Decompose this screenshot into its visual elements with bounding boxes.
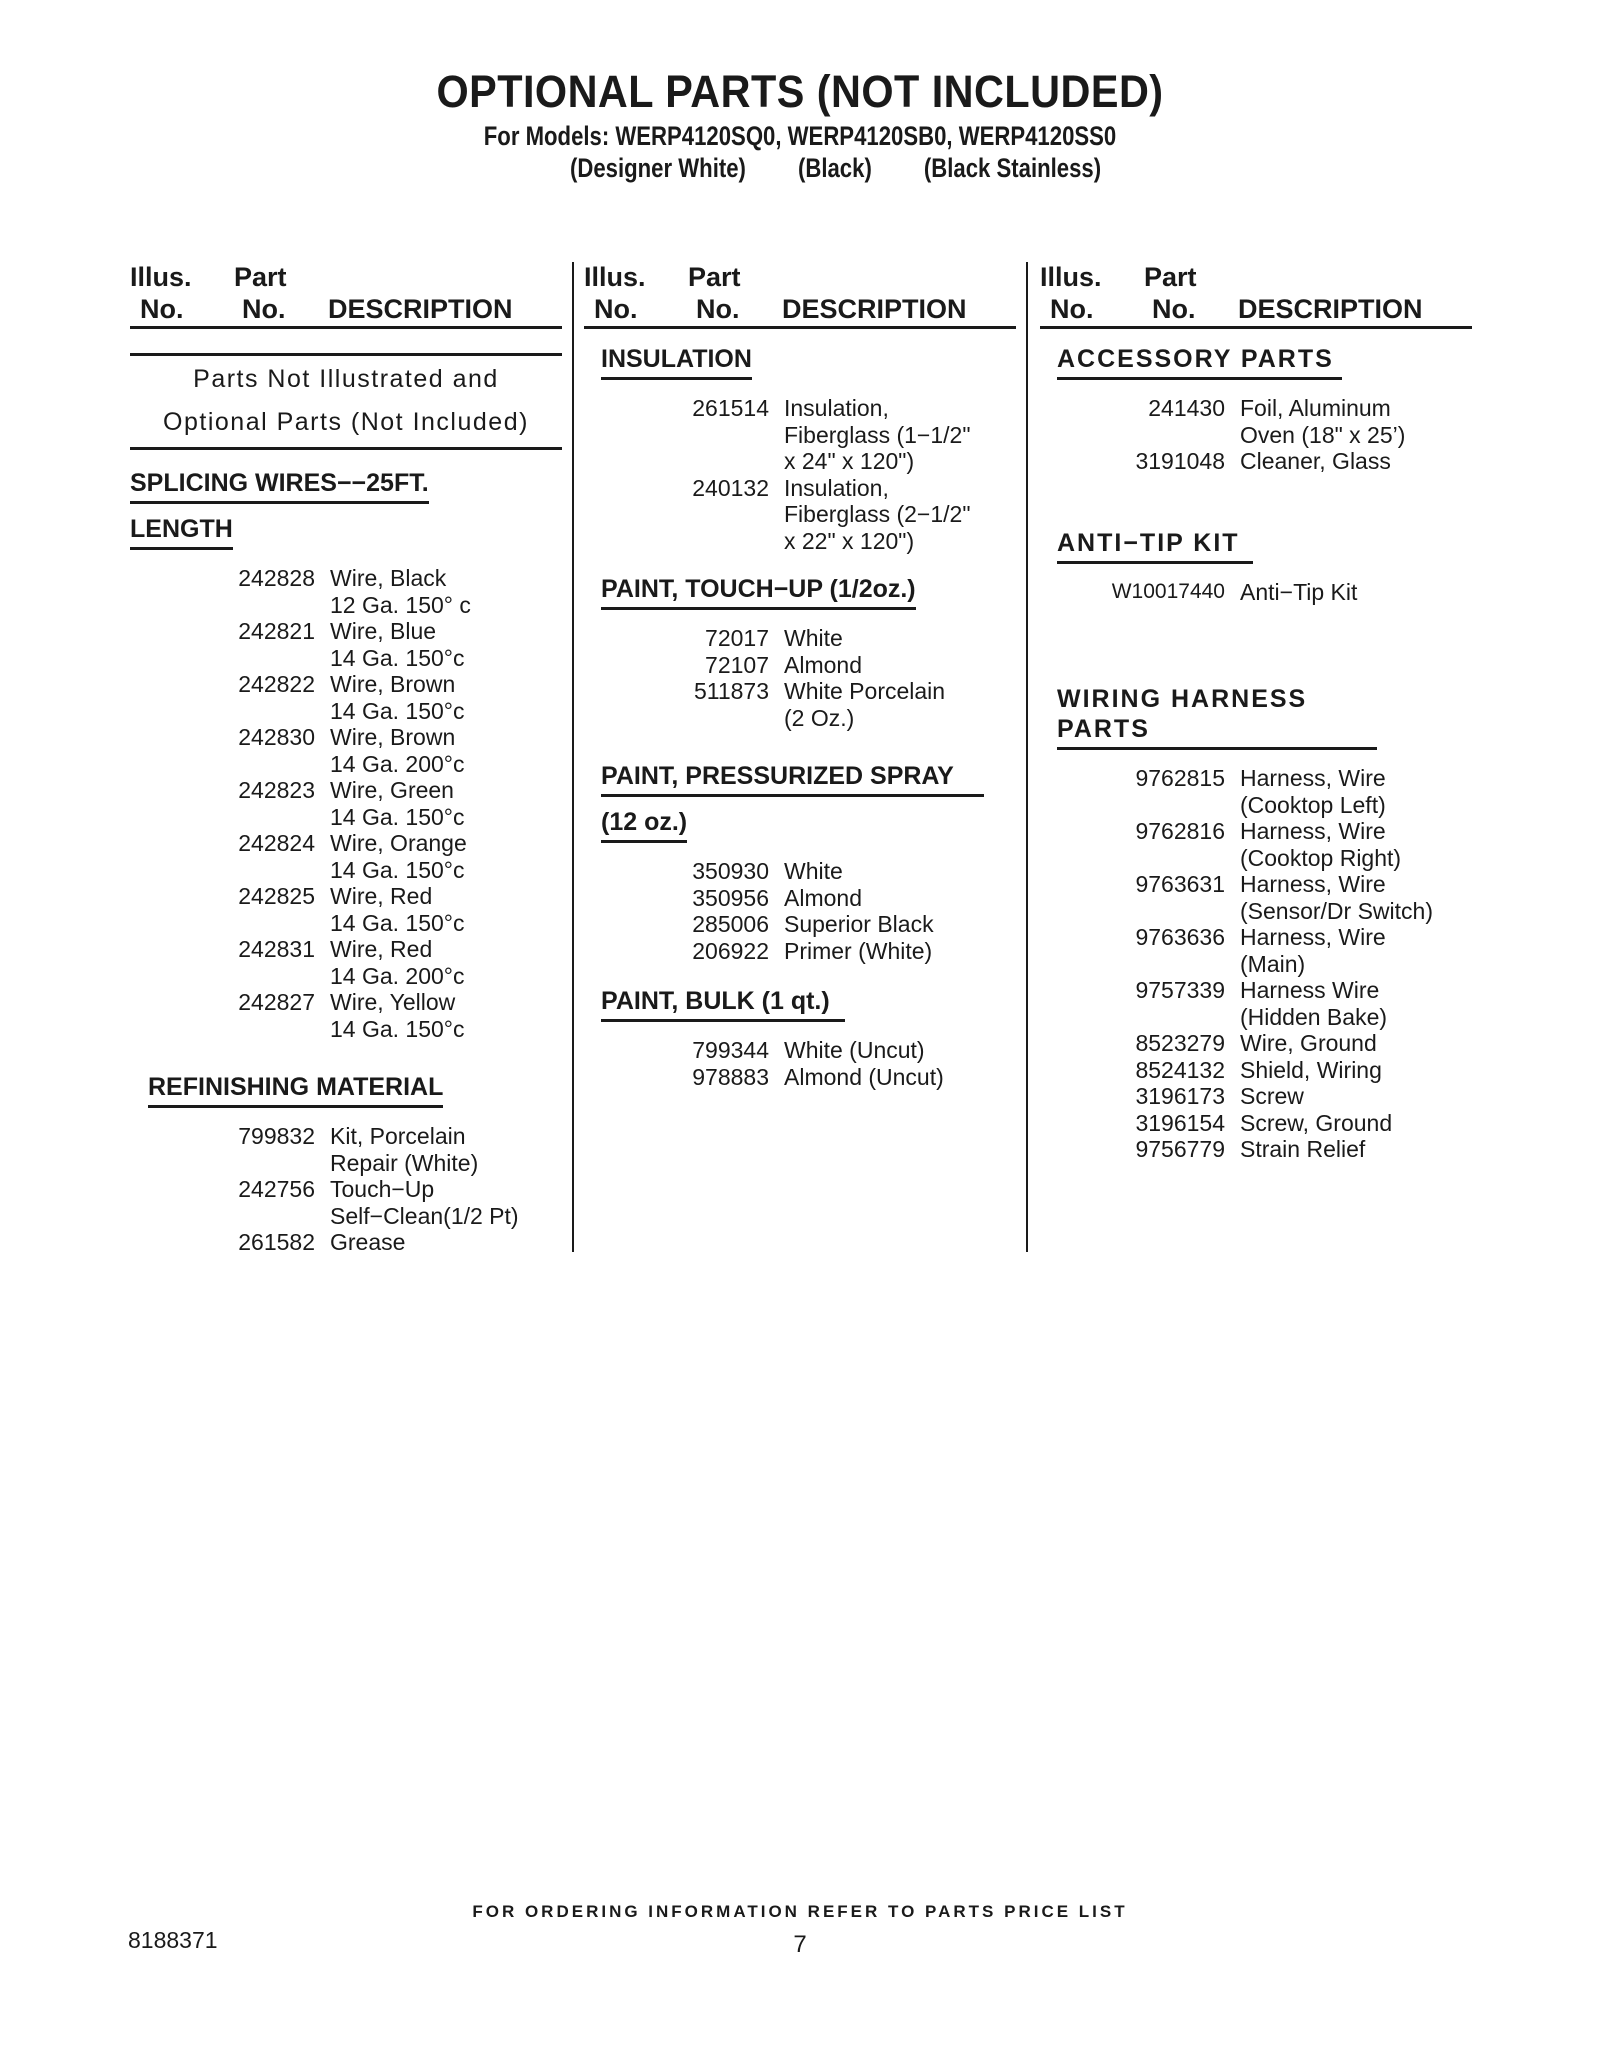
parts-list — [584, 395, 1004, 554]
part-description — [1240, 977, 1460, 1030]
description-line: Almond (Uncut) — [784, 1063, 944, 1090]
parts-list — [1040, 395, 1460, 475]
header-no: No. — [1050, 294, 1094, 324]
part-description — [1240, 1030, 1460, 1057]
part-number: 9762815 — [1135, 765, 1225, 791]
part-description — [330, 565, 560, 618]
part-number: W10017440 — [1111, 580, 1225, 603]
description-line: Harness Wire — [1240, 977, 1380, 1003]
description-line: White — [784, 858, 843, 884]
section-anti-tip-kit — [1057, 528, 1460, 606]
parts-column-3 — [1040, 262, 1472, 1162]
parts-list — [130, 1123, 542, 1256]
description-line: Wire, Brown — [330, 671, 456, 697]
part-row — [1040, 818, 1460, 871]
header-illus: Illus. — [1040, 262, 1102, 292]
section-title: PAINT, TOUCH−UP (1/2oz.) — [601, 574, 916, 610]
part-description — [784, 885, 1004, 912]
part-number: 8524132 — [1135, 1056, 1225, 1083]
page-number: 7 — [793, 1931, 807, 1958]
part-description — [1240, 1136, 1460, 1163]
description-line: (2 Oz.) — [784, 704, 855, 731]
description-line: Wire, Black — [330, 565, 447, 591]
part-row — [130, 724, 560, 777]
description-line: 14 Ga. 150°c — [330, 803, 465, 830]
part-row — [1040, 579, 1460, 606]
part-description — [330, 883, 560, 936]
parts-list — [584, 1037, 1004, 1090]
part-number: 242825 — [238, 883, 315, 909]
description-line: Wire, Orange — [330, 830, 467, 856]
description-line: Harness, Wire — [1240, 765, 1386, 791]
header-no: No. — [594, 294, 638, 324]
description-line: Wire, Brown — [330, 724, 456, 750]
part-description — [784, 938, 1004, 965]
description-line: Almond — [784, 884, 862, 911]
part-description — [1240, 448, 1460, 475]
description-line: White (Uncut) — [784, 1037, 925, 1063]
description-line: (Cooktop Right) — [1240, 844, 1402, 871]
part-number: 242823 — [238, 777, 315, 803]
part-description — [330, 1229, 542, 1256]
parts-list — [1040, 579, 1460, 606]
part-description — [1240, 1110, 1460, 1137]
part-number: 350956 — [692, 884, 769, 911]
parts-list — [584, 858, 1004, 964]
description-line: (Hidden Bake) — [1240, 1003, 1388, 1030]
part-row — [1040, 765, 1460, 818]
part-row — [130, 618, 560, 671]
part-description — [784, 652, 1004, 679]
part-number: 799344 — [692, 1037, 769, 1063]
header-description: DESCRIPTION — [1238, 294, 1423, 324]
part-row — [1040, 1136, 1460, 1163]
section-splicing-wires — [130, 468, 560, 1042]
description-line: Oven (18" x 25’) — [1240, 421, 1406, 448]
part-number: 9757339 — [1135, 977, 1225, 1003]
model-colors — [570, 153, 1101, 184]
part-number: 242828 — [238, 565, 315, 591]
note-line: Optional Parts (Not Included) — [163, 408, 529, 436]
description-line: 12 Ga. 150° c — [330, 591, 471, 618]
part-number: 9762816 — [1135, 818, 1225, 844]
part-row — [584, 395, 1004, 475]
part-row — [584, 858, 1004, 885]
part-row — [130, 1123, 542, 1176]
description-line: Shield, Wiring — [1240, 1056, 1382, 1083]
part-description — [1240, 1057, 1460, 1084]
description-line: 14 Ga. 150°c — [330, 697, 465, 724]
description-line: 14 Ga. 150°c — [330, 909, 465, 936]
description-line: Anti−Tip Kit — [1240, 579, 1358, 605]
part-number: 72107 — [705, 651, 769, 678]
column-divider — [1026, 262, 1028, 1252]
color-black: (Black) — [797, 153, 872, 183]
description-line: 14 Ga. 200°c — [330, 750, 465, 777]
header-no: No. — [1152, 294, 1196, 324]
description-line: Wire, Yellow — [330, 989, 456, 1015]
description-line: Strain Relief — [1240, 1136, 1366, 1162]
part-description — [330, 618, 560, 671]
part-description — [784, 475, 1004, 555]
ordering-note: FOR ORDERING INFORMATION REFER TO PARTS PRICE LIST — [472, 1902, 1128, 1921]
part-description — [784, 858, 1004, 885]
description-line: Screw — [1240, 1083, 1304, 1109]
description-line: White — [784, 625, 843, 651]
description-line: Fiberglass (2−1/2" — [784, 501, 971, 527]
part-description — [330, 936, 560, 989]
description-line: Superior Black — [784, 911, 934, 937]
part-row — [584, 678, 1004, 731]
description-line: Fiberglass (1−1/2" — [784, 421, 971, 448]
part-row — [130, 671, 560, 724]
description-line: Cleaner, Glass — [1240, 448, 1391, 474]
part-description — [1240, 395, 1460, 448]
description-line: 14 Ga. 150°c — [330, 644, 465, 671]
parts-list — [1040, 765, 1460, 1163]
header-description: DESCRIPTION — [328, 294, 513, 324]
part-description — [330, 777, 560, 830]
part-number: 3191048 — [1135, 448, 1225, 474]
part-number: 242756 — [238, 1176, 315, 1202]
description-line: Wire, Ground — [1240, 1030, 1377, 1056]
part-row — [584, 911, 1004, 938]
section-accessory-parts — [1057, 344, 1460, 475]
description-line: Foil, Aluminum — [1240, 395, 1391, 421]
part-number: 9756779 — [1135, 1136, 1225, 1162]
part-description — [330, 671, 560, 724]
part-description — [330, 989, 560, 1042]
description-line: Harness, Wire — [1240, 818, 1386, 844]
part-number: 206922 — [692, 937, 769, 964]
part-row — [130, 777, 560, 830]
description-line: Grease — [330, 1229, 406, 1255]
part-number: 350930 — [692, 858, 769, 884]
part-row — [130, 936, 560, 989]
part-row — [1040, 1030, 1460, 1057]
part-description — [1240, 818, 1460, 871]
parts-list — [130, 565, 560, 1042]
description-line: 14 Ga. 150°c — [330, 1015, 465, 1042]
part-row — [130, 989, 560, 1042]
header-no: No. — [696, 294, 740, 324]
part-row — [1040, 1057, 1460, 1084]
part-row — [130, 1176, 542, 1229]
page-title: OPTIONAL PARTS (NOT INCLUDED) — [436, 66, 1164, 117]
description-line: Wire, Red — [330, 936, 433, 962]
part-description — [1240, 924, 1460, 977]
section-title: WIRING HARNESS PARTS — [1057, 684, 1377, 750]
part-description — [784, 678, 1004, 731]
section-title: (12 oz.) — [601, 807, 687, 843]
section-title: ACCESSORY PARTS — [1057, 344, 1342, 380]
part-number: 9763636 — [1135, 924, 1225, 950]
part-row — [584, 1037, 1004, 1064]
part-row — [1040, 977, 1460, 1030]
description-line: x 22" x 120") — [784, 527, 915, 554]
header-no: No. — [242, 294, 286, 324]
part-row — [1040, 448, 1460, 475]
part-row — [584, 885, 1004, 912]
header-no: No. — [140, 294, 184, 324]
part-row — [130, 830, 560, 883]
part-number: 242822 — [238, 671, 315, 697]
part-row — [584, 625, 1004, 652]
section-title: INSULATION — [601, 344, 752, 380]
column-header — [130, 262, 562, 329]
document-number: 8188371 — [128, 1927, 218, 1953]
section-paint-bulk — [601, 986, 1004, 1090]
part-row — [130, 1229, 542, 1256]
part-number: 240132 — [692, 474, 769, 501]
description-line: Wire, Red — [330, 883, 433, 909]
section-title: REFINISHING MATERIAL — [148, 1072, 443, 1108]
description-line: Harness, Wire — [1240, 871, 1386, 897]
part-number: 242830 — [238, 724, 315, 750]
column-header — [1040, 262, 1472, 329]
part-number: 285006 — [692, 911, 769, 937]
description-line: x 24" x 120") — [784, 448, 915, 474]
not-illustrated-note — [130, 353, 562, 450]
section-title: ANTI−TIP KIT — [1057, 528, 1253, 564]
part-description — [1240, 1083, 1460, 1110]
part-number: 9763631 — [1135, 871, 1225, 897]
part-number: 8523279 — [1135, 1030, 1225, 1056]
part-number: 242827 — [238, 989, 315, 1015]
part-row — [1040, 1083, 1460, 1110]
description-line: Repair (White) — [330, 1149, 479, 1176]
part-number: 242824 — [238, 830, 315, 856]
description-line: Insulation, — [784, 395, 889, 421]
description-line: (Main) — [1240, 950, 1306, 977]
description-line: 14 Ga. 150°c — [330, 856, 465, 883]
part-row — [1040, 924, 1460, 977]
part-row — [1040, 871, 1460, 924]
part-number: 241430 — [1148, 395, 1225, 421]
part-row — [1040, 1110, 1460, 1137]
description-line: Primer (White) — [784, 937, 933, 964]
section-title: PAINT, PRESSURIZED SPRAY — [601, 761, 984, 797]
part-number: 3196173 — [1135, 1083, 1225, 1109]
parts-list — [584, 625, 1004, 731]
part-number: 511873 — [693, 678, 769, 704]
section-title: SPLICING WIRES−−25FT. — [130, 468, 429, 504]
part-number: 261582 — [238, 1229, 315, 1255]
part-description — [1240, 579, 1460, 606]
part-description — [330, 830, 560, 883]
part-number: 799832 — [238, 1123, 315, 1149]
part-row — [1040, 395, 1460, 448]
section-refinishing — [148, 1072, 542, 1256]
header-part: Part — [1144, 262, 1197, 292]
description-line: (Sensor/Dr Switch) — [1240, 897, 1433, 924]
header-illus: Illus. — [584, 262, 646, 292]
description-line: Touch−Up — [330, 1176, 435, 1202]
section-wiring-harness — [1057, 684, 1460, 1163]
section-title: LENGTH — [130, 514, 233, 550]
section-paint-touchup — [601, 574, 1004, 731]
description-line: Screw, Ground — [1240, 1109, 1393, 1136]
part-description — [784, 625, 1004, 652]
description-line: Wire, Green — [330, 777, 454, 803]
section-paint-spray — [601, 761, 1004, 964]
note-line: Parts Not Illustrated and — [193, 365, 499, 393]
section-title: PAINT, BULK (1 qt.) — [601, 986, 845, 1022]
column-divider — [572, 262, 574, 1252]
part-row — [130, 883, 560, 936]
part-number: 72017 — [705, 625, 769, 651]
part-number: 242821 — [238, 618, 315, 644]
part-description — [330, 1123, 542, 1176]
column-header — [584, 262, 1016, 329]
part-description — [784, 395, 1004, 475]
part-row — [130, 565, 560, 618]
color-black-stainless: (Black Stainless) — [923, 153, 1102, 183]
parts-column-2 — [584, 262, 1016, 1090]
part-description — [330, 724, 560, 777]
part-row — [584, 938, 1004, 965]
description-line: Harness, Wire — [1240, 924, 1386, 950]
description-line: Self−Clean(1/2 Pt) — [330, 1202, 519, 1229]
description-line: White Porcelain — [784, 678, 946, 704]
section-insulation — [601, 344, 1004, 554]
description-line: (Cooktop Left) — [1240, 791, 1386, 818]
header-part: Part — [234, 262, 287, 292]
part-description — [784, 911, 1004, 938]
header-illus: Illus. — [130, 262, 192, 292]
part-row — [584, 1064, 1004, 1091]
description-line: 14 Ga. 200°c — [330, 962, 465, 989]
part-description — [1240, 871, 1460, 924]
description-line: Wire, Blue — [330, 618, 437, 644]
part-number: 978883 — [692, 1063, 769, 1090]
part-description — [330, 1176, 542, 1229]
parts-column-1 — [130, 262, 562, 1255]
color-designer-white: (Designer White) — [570, 153, 746, 183]
part-description — [784, 1064, 1004, 1091]
models-subtitle: For Models: WERP4120SQ0, WERP4120SB0, WERP4120SS0 — [483, 121, 1117, 151]
part-row — [584, 475, 1004, 555]
part-row — [584, 652, 1004, 679]
description-line: Kit, Porcelain — [330, 1123, 466, 1149]
part-number: 3196154 — [1135, 1109, 1225, 1136]
header-part: Part — [688, 262, 741, 292]
part-number: 242831 — [238, 936, 315, 962]
description-line: Insulation, — [784, 474, 889, 501]
part-number: 261514 — [692, 395, 769, 421]
part-description — [1240, 765, 1460, 818]
header-description: DESCRIPTION — [782, 294, 967, 324]
part-description — [784, 1037, 1004, 1064]
description-line: Almond — [784, 651, 862, 678]
